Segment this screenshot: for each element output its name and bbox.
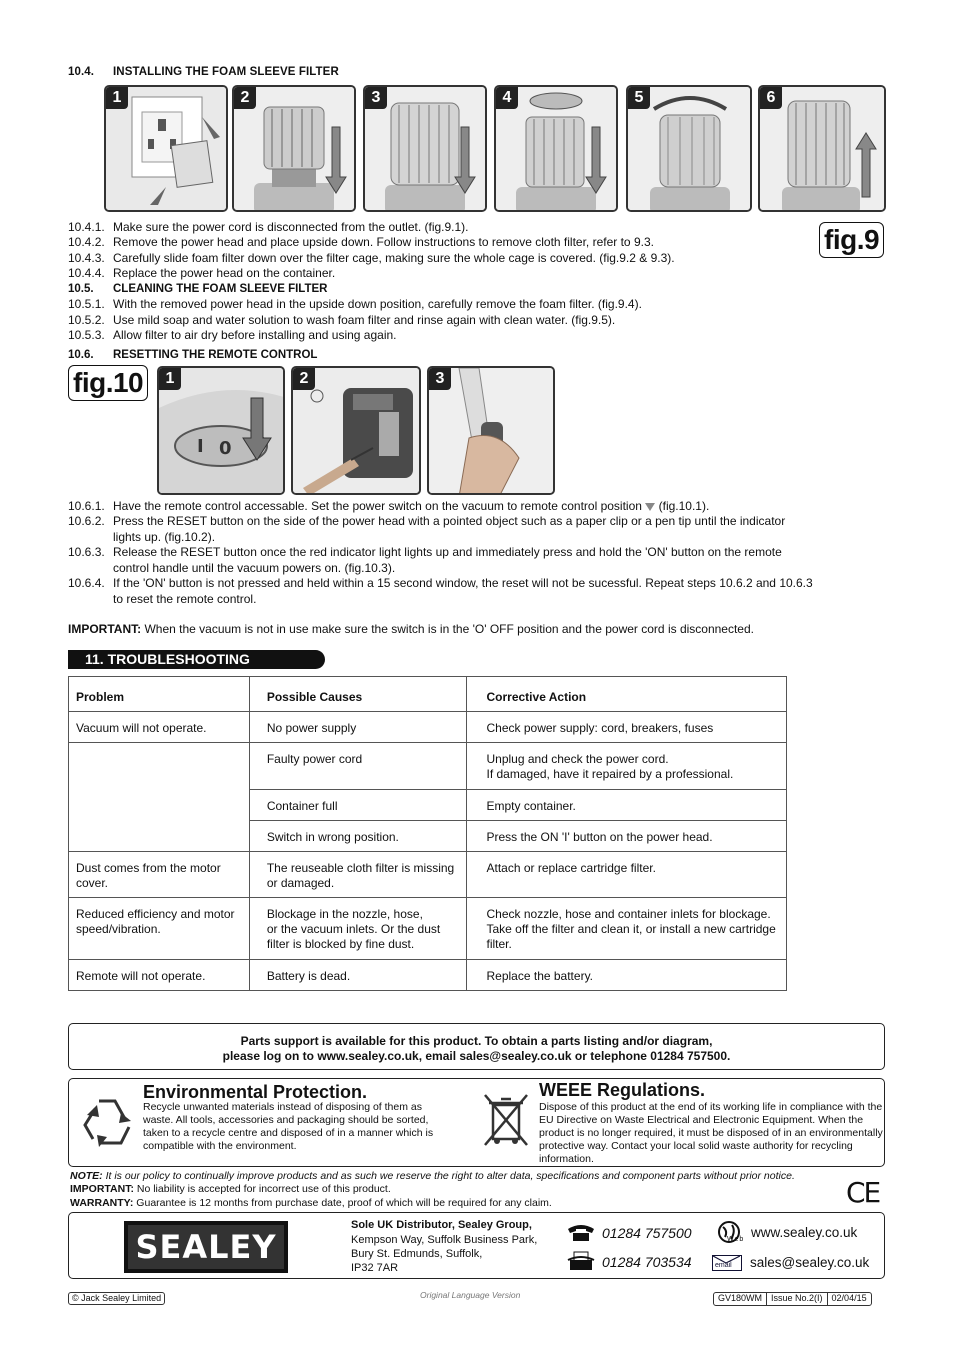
important-text: When the vacuum is not in use make sure the switch is in the 'O' OFF position and the power cord is disconnected. [141,622,754,636]
troubleshooting-heading: 11. TROUBLESHOOTING [68,650,325,669]
distributor-address-line: Kempson Way, Suffolk Business Park, [351,1234,538,1246]
fig9-label: fig.9 [819,222,884,258]
table-cell: Battery is dead. [249,960,466,991]
distributor-address-line: IP32 7AR [351,1262,399,1274]
issue-number: Issue No.2(I) [767,1293,828,1305]
warranty-note [70,1197,552,1209]
table-cell: Vacuum will not operate. [69,712,250,743]
environment-title: Environmental Protection. [143,1082,368,1102]
fig10-label: fig.10 [68,365,148,401]
section-number: 10.5. [68,283,94,295]
distributor-title: Sole UK Distributor, Sealey Group, [351,1219,532,1231]
liability-note [70,1183,391,1195]
fig9-panel-4 [494,85,618,212]
table-cell: Attach or replace cartridge filter. [466,852,787,898]
distributor-address-line: Bury St. Edmunds, Suffolk, [351,1248,483,1260]
step-text: Press the RESET button on the side of the power head with a pointed object such as a paper clip or a pen tip until the indicator [113,514,786,528]
step-text: Release the RESET button once the red indicator light lights up and immediately press and hold the 'ON' button on the remote [113,545,782,559]
step-text: With the removed power head in the upside down position, carefully remove the foam filter. (fig.9.4). [113,297,642,311]
svg-text:0: 0 [219,438,232,459]
panel-number: 2 [293,368,315,390]
issue-date: 02/04/15 [831,1293,867,1303]
section-number: 10.4. [68,66,95,78]
model-number: GV180WM [714,1293,767,1305]
warranty-label: WARRANTY: [70,1197,134,1209]
table-cell: Check nozzle, hose and container inlets for blockage. Take off the filter and clean it, or install a new cartridge filter. [466,898,787,960]
important-note [68,622,754,638]
step-number: 10.6.1. [68,499,105,513]
panel-number: 1 [106,87,128,109]
panel-number: 2 [234,87,256,109]
step-text: Allow filter to air dry before installing and using again. [113,328,397,342]
section-title: RESETTING THE REMOTE CONTROL [113,349,318,361]
phone-icon [566,1221,596,1243]
environment-text: Recycle unwanted materials instead of disposing of them as waste. All tools, accessories and packaging should be sorted, taken to a recycle centre and disposed of in a manner which is compatible with the environment. [143,1101,434,1152]
troubleshooting-table [68,676,787,991]
table-cell: Unplug and check the power cord. If damaged, have it repaired by a professional. [466,743,787,790]
fig9-panel-2 [232,85,356,212]
step-text: to reset the remote control. [113,592,257,606]
document-reference [713,1292,872,1306]
parts-support-box [68,1023,885,1070]
note-label: NOTE: [70,1170,103,1182]
step-text [113,499,709,515]
contact-box [68,1212,885,1279]
table-row [69,743,787,790]
recycle-icon [77,1091,137,1151]
panel-number: 1 [159,368,181,390]
panel-number: 3 [429,368,451,390]
table-header: Problem [69,677,250,712]
step-text: If the 'ON' button is not pressed and held within a 15 second window, the reset will not be sucessful. Repeat steps 10.6.2 and 10.6.3 [113,576,813,590]
warranty-text: Guarantee is 12 months from purchase date, proof of which will be required for any claim. [133,1197,552,1209]
fig9-panel-1 [104,85,228,212]
weee-text: Dispose of this product at the end of its working life in compliance with the EU Directive on Waste Electrical and Electronic Equipment. When the product is no longer required, it must be disposed of in an environmentally protective way. Contact your local solid waste authority for recycling information. [539,1101,883,1165]
panel-number: 3 [365,87,387,109]
ce-mark: CE [846,1176,880,1209]
table-header: Possible Causes [249,677,466,712]
table-cell: Blockage in the nozzle, hose, or the vacuum inlets. Or the dust filter is blocked by fine dust. [249,898,466,960]
section-title: CLEANING THE FOAM SLEEVE FILTER [113,283,328,295]
table-cell: Container full [249,790,466,821]
table-row [69,712,787,743]
important2-text: No liability is accepted for incorrect use of this product. [133,1183,391,1195]
table-cell: Remote will not operate. [69,960,250,991]
section-number: 10.6. [68,349,94,361]
table-cell: Check power supply: cord, breakers, fuses [466,712,787,743]
svg-text:I: I [197,436,204,457]
step-number: 10.5.1. [68,297,105,311]
fig10-panel-2 [291,366,421,495]
weee-title: WEEE Regulations. [539,1080,706,1100]
table-cell: The reuseable cloth filter is missing or damaged. [249,852,466,898]
step-text: Make sure the power cord is disconnected from the outlet. (fig.9.1). [113,220,469,234]
important2-label: IMPORTANT: [70,1183,134,1195]
section-10-4-heading [68,66,339,78]
step-number: 10.4.2. [68,235,105,249]
table-cell: No power supply [249,712,466,743]
logo-text: SEALEY [135,1228,277,1266]
table-cell: Press the ON 'I' button on the power head. [466,821,787,852]
fig9-panel-3 [363,85,487,212]
step-number: 10.4.1. [68,220,105,234]
step-text: control handle until the vacuum powers on. (fig.10.3). [113,561,396,575]
parts-support-line: please log on to www.sealey.co.uk, email sales@sealey.co.uk or telephone 01284 757500. [222,1049,731,1063]
panel-number: 4 [496,87,518,109]
step-number: 10.5.2. [68,313,105,327]
weee-bin-icon [481,1091,531,1151]
email-tag: email [715,1262,732,1269]
fig10-panel-3 [427,366,555,495]
fax-number[interactable]: 01284 703534 [602,1254,692,1270]
table-cell: Switch in wrong position. [249,821,466,852]
phone-number[interactable]: 01284 757500 [602,1225,692,1241]
email-icon [712,1255,742,1271]
step-number: 10.6.3. [68,545,105,559]
table-cell: Dust comes from the motor cover. [69,852,250,898]
step-text: Use mild soap and water solution to wash foam filter and rinse again with clean water. (fig.9.5). [113,313,616,327]
fig9-panel-6 [758,85,886,212]
table-row [69,898,787,960]
website-link[interactable]: www.sealey.co.uk [751,1225,858,1240]
table-row [69,960,787,991]
remote-position-icon [645,503,655,511]
fig9-panel-5 [626,85,752,212]
step-text-part: Have the remote control accessable. Set the power switch on the vacuum to remote control position [113,499,642,513]
step-text: Replace the power head on the container. [113,266,336,280]
environment-weee-box [68,1078,885,1167]
language-version: Original Language Version [420,1290,521,1300]
panel-number: 5 [628,87,650,109]
web-tag: Web [727,1236,745,1243]
step-number: 10.5.3. [68,328,105,342]
important-label: IMPORTANT: [68,622,142,636]
step-text: lights up. (fig.10.2). [113,530,216,544]
section-title: INSTALLING THE FOAM SLEEVE FILTER [113,66,339,78]
table-cell: Faulty power cord [249,743,466,790]
step-text: Carefully slide foam filter down over the filter cage, making sure the whole cage is covered. (fig.9.2 & 9.3). [113,251,675,265]
step-number: 10.4.4. [68,266,105,280]
step-number: 10.6.4. [68,576,105,590]
note-text: It is our policy to continually improve products and as such we reserve the right to alter data, specifications and component parts without prior notice. [102,1170,795,1182]
fax-icon [566,1250,596,1272]
parts-support-line: Parts support is available for this product. To obtain a parts listing and/or diagram, [240,1034,713,1048]
step-number: 10.4.3. [68,251,105,265]
copyright-label: © Jack Sealey Limited [68,1292,165,1305]
table-row [69,852,787,898]
table-cell: Replace the battery. [466,960,787,991]
email-link[interactable]: sales@sealey.co.uk [750,1255,870,1270]
policy-note [70,1170,795,1182]
fig10-panel-1 [157,366,285,495]
panel-number: 6 [760,87,782,109]
table-cell: Reduced efficiency and motor speed/vibration. [69,898,250,960]
step-text: Remove the power head and place upside down. Follow instructions to remove cloth filter, refer to 9.3. [113,235,654,249]
table-header-row [69,677,787,712]
step-number: 10.6.2. [68,514,105,528]
table-header: Corrective Action [466,677,787,712]
sealey-logo [124,1221,288,1273]
step-text-part: (fig.10.1). [658,499,710,513]
table-cell: Empty container. [466,790,787,821]
table-cell [69,743,250,852]
